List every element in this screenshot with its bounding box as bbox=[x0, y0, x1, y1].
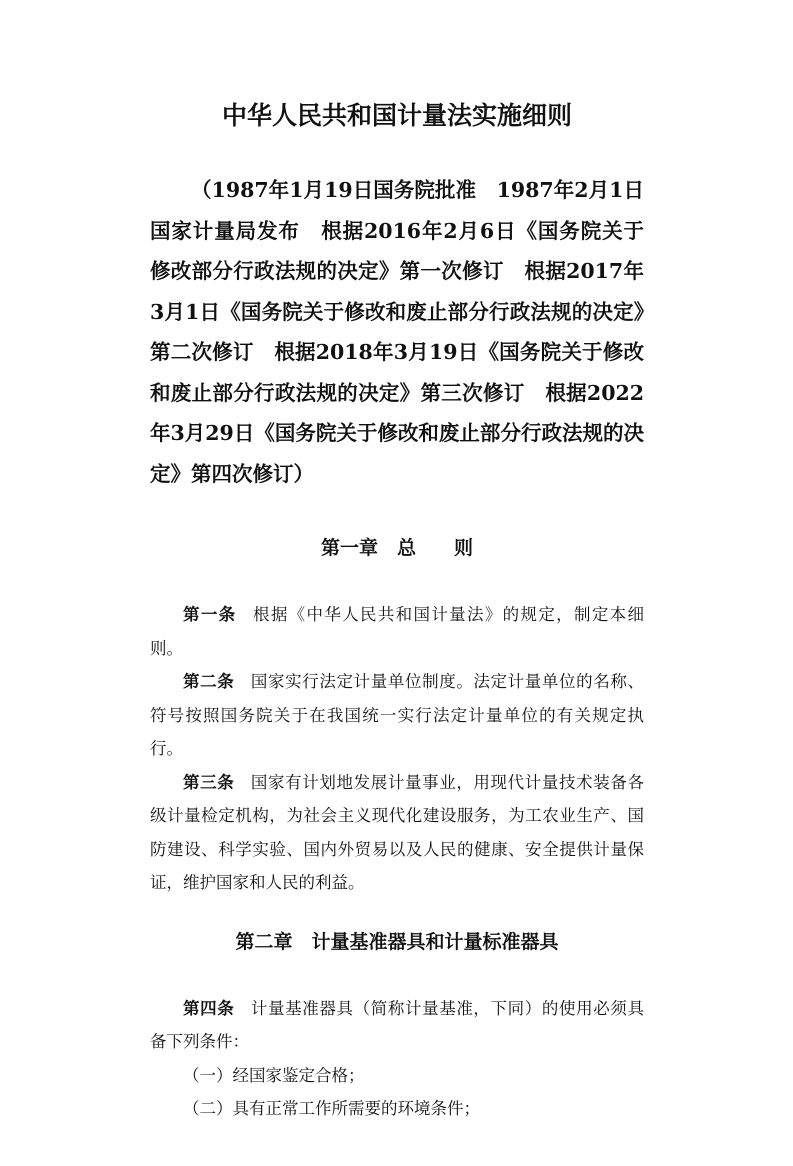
article-text: 国家实行法定计量单位制度。法定计量单位的名称、符号按照国务院关于在我国统一实行法定计量单位的有关规定执行。 bbox=[150, 672, 645, 758]
chapter2-articles bbox=[150, 992, 644, 1126]
article-label: 第二条 bbox=[183, 672, 235, 691]
chapter1-articles bbox=[150, 598, 644, 900]
article-text: 国家有计划地发展计量事业，用现代计量技术装备各级计量检定机构，为社会主义现代化建设服务，为工农业生产、国防建设、科学实验、国内外贸易以及人民的健康、安全提供计量保证，维护国家和人民的利益。 bbox=[150, 772, 645, 892]
article bbox=[150, 992, 644, 1059]
article-text: 根据《中华人民共和国计量法》的规定，制定本细则。 bbox=[150, 605, 644, 658]
list-item: （二）具有正常工作所需要的环境条件； bbox=[183, 1099, 480, 1118]
document-title: 中华人民共和国计量法实施细则 bbox=[221, 101, 572, 130]
list-item: （一）经国家鉴定合格； bbox=[183, 1065, 365, 1085]
preface: （1987年1月19日国务院批准 1987年2月1日国家计量局发布 根据2016年2月6日《国务院关于修改部分行政法规的决定》第一次修订 根据2017年3月1日《国务院关于修改和废止部分行政法规的决定》第二次修订 根据2018年3月19日《国务院关于修改和废止部分行政法规的决定》第三次修订 根据2022年3月29日《国务院关于修改和废止部分行政法规的决定》第四次修订） bbox=[150, 178, 644, 486]
article bbox=[150, 766, 644, 900]
chapter-heading: 第二章 计量基准器具和计量标准器具 bbox=[235, 930, 559, 953]
article bbox=[150, 665, 644, 766]
chapter-heading: 第一章 总 则 bbox=[320, 537, 473, 559]
article-label: 第一条 bbox=[183, 605, 237, 624]
article-text: 计量基准器具（简称计量基准，下同）的使用必须具备下列条件： bbox=[150, 998, 645, 1051]
article bbox=[150, 598, 644, 665]
article-label: 第四条 bbox=[183, 998, 235, 1018]
article-label: 第三条 bbox=[183, 772, 235, 792]
